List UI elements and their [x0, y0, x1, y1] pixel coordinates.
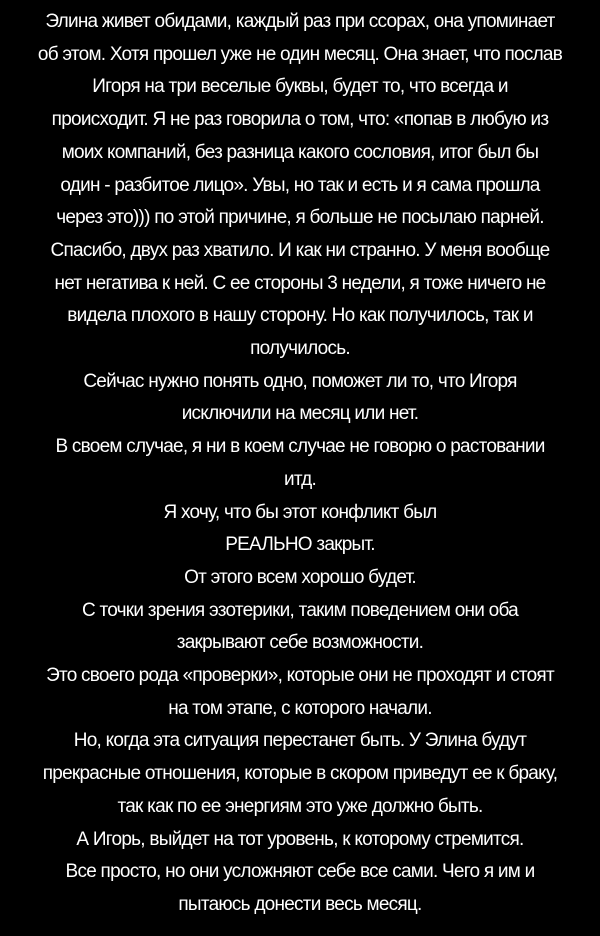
text-line: закрывают себе возможности. [176, 632, 424, 654]
text-line: итд. [283, 468, 317, 490]
text-line: об этом. Хотя прошел уже не один месяц. Она знает, что послав [37, 43, 563, 65]
text-line: прекрасные отношения, которые в скором приведут ее к браку, [42, 763, 558, 785]
text-line: пытаюсь донести весь месяц. [178, 893, 422, 915]
text-line: через это))) по этой причине, я больше не посылаю парней. [56, 207, 544, 229]
text-line: моих компаний, без разница какого сословия, итог был бы [61, 141, 539, 163]
text-line: Это своего рода «проверки», которые они не проходят и стоят [46, 665, 554, 687]
text-line: С точки зрения эзотерики, таким поведением они оба [81, 599, 518, 621]
text-line: РЕАЛЬНО закрыт. [225, 534, 375, 556]
text-line: происходит. Я не раз говорила о том, что: «попав в любую из [51, 109, 549, 131]
text-line: исключили на месяц или нет. [181, 403, 419, 425]
text-line: Игоря на три веселые буквы, будет то, что всегда и [92, 76, 508, 98]
text-line: Спасибо, двух раз хватило. И как ни странно. У меня вообще [50, 239, 550, 261]
text-line: Все просто, но они усложняют себе все сами. Чего я им и [65, 861, 535, 883]
text-line: От этого всем хорошо будет. [184, 566, 416, 588]
text-line: В своем случае, я ни в коем случае не говорю о растовании [55, 436, 545, 458]
text-line: видела плохого в нашу сторону. Но как получилось, так и [67, 305, 533, 327]
text-line: Элина живет обидами, каждый раз при ссорах, она упоминает [45, 11, 555, 32]
text-line: Но, когда эта ситуация перестанет быть. У Элина будут [73, 730, 527, 752]
text-line: получилось. [250, 338, 350, 360]
text-line: один - разбитое лицо». Увы, но так и есть и я сама прошла [60, 174, 540, 196]
text-line: нет негатива к ней. С ее стороны 3 недели, я тоже ничего не [54, 272, 546, 294]
text-line: на том этапе, с которого начали. [168, 697, 432, 719]
text-line: так как по ее энергиям это уже должно быть. [117, 795, 483, 817]
text-line: Сейчас нужно понять одно, поможет ли то, что Игоря [83, 370, 517, 392]
text-line: А Игорь, выйдет на тот уровень, к которому стремится. [76, 828, 524, 850]
text-line: Я хочу, что бы этот конфликт был [163, 501, 437, 523]
